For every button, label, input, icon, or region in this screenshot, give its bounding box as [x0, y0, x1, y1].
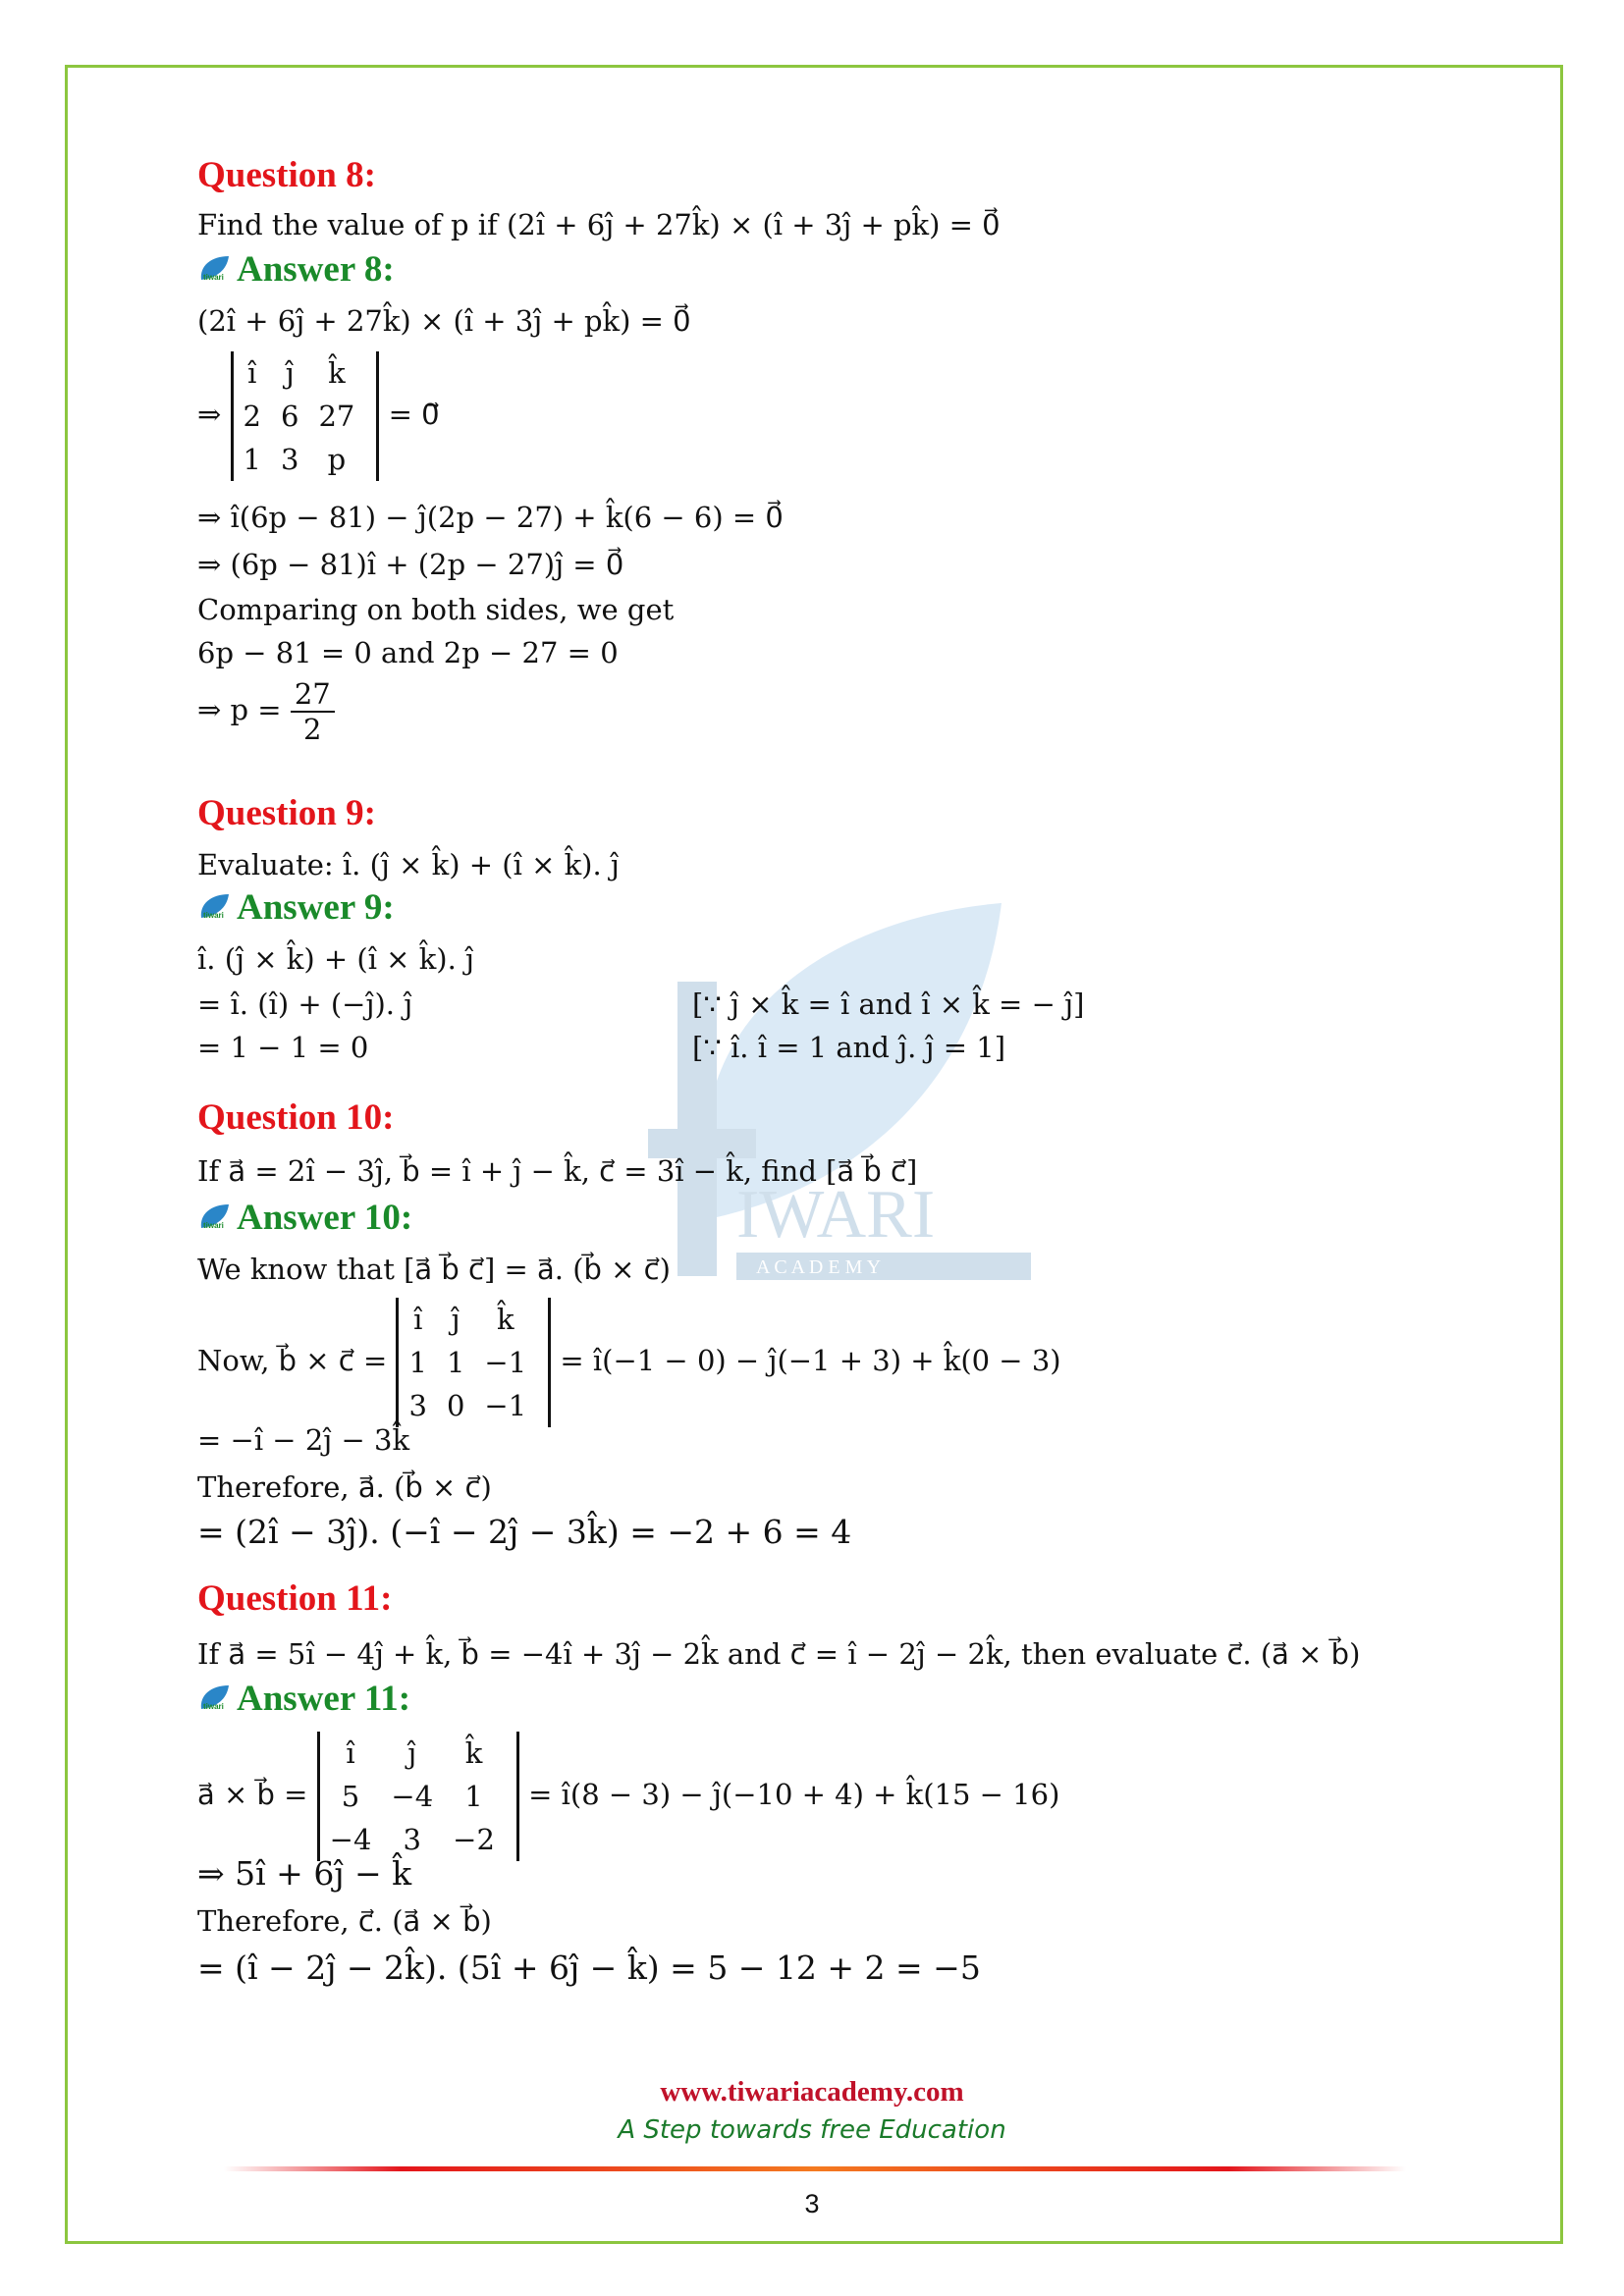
answer-11-title [197, 1679, 411, 1719]
question-11-text: If a⃗ = 5î − 4ĵ + k̂, b⃗ = −4î + 3ĵ − 2k̂ and c⃗ = î − 2ĵ − 2k̂, then evaluate c⃗. (a⃗ × b⃗) [197, 1637, 1361, 1671]
det-cell: 3 [408, 1389, 427, 1422]
det-cell: −2 [453, 1823, 495, 1856]
det-cell: −4 [391, 1780, 434, 1813]
leaf-icon [197, 1683, 231, 1713]
question-8-text: Find the value of p if (2î + 6ĵ + 27k̂) × (î + 3ĵ + pk̂) = 0⃗ [197, 208, 1001, 241]
fraction-denominator: 2 [303, 713, 322, 746]
leaf-icon [197, 254, 231, 284]
q10-det-prefix: Now, b⃗ × c⃗ = [197, 1344, 388, 1377]
q11-line1: ⇒ 5î + 6ĵ − k̂ [197, 1854, 412, 1893]
q8-line3: ⇒ (6p − 81)î + (2p − 27)ĵ = 0⃗ [197, 548, 624, 581]
det-cell: ĵ [285, 356, 295, 390]
question-10-title: Question 10: [197, 1097, 395, 1138]
q8-line2: ⇒ î(6p − 81) − ĵ(2p − 27) + k̂(6 − 6) = 0⃗ [197, 501, 784, 534]
q8-determinant-row [197, 351, 440, 481]
footer-tagline: A Step towards free Education [618, 2115, 1006, 2145]
q8-result [197, 677, 335, 746]
q8-det-suffix: = 0⃗ [388, 398, 440, 431]
det-cell: 0 [446, 1389, 465, 1422]
question-8-title: Question 8: [197, 155, 376, 195]
q10-line2: = −î − 2ĵ − 3k̂ [197, 1423, 410, 1457]
question-10-text: If a⃗ = 2î − 3ĵ, b⃗ = î + ĵ − k̂, c⃗ = 3î − k̂, find [a⃗ b⃗ c⃗] [197, 1154, 918, 1188]
det-cell: −1 [484, 1389, 527, 1422]
question-9-title: Question 9: [197, 793, 376, 833]
q10-line3: Therefore, a⃗. (b⃗ × c⃗) [197, 1470, 492, 1504]
answer-10-title [197, 1198, 413, 1238]
q8-line1: (2î + 6ĵ + 27k̂) × (î + 3ĵ + pk̂) = 0⃗ [197, 304, 691, 338]
watermark-text: IWARI [736, 1177, 936, 1253]
det-cell: 1 [446, 1346, 465, 1379]
leaf-icon [197, 892, 231, 922]
q11-det-prefix: a⃗ × b⃗ = [197, 1778, 308, 1811]
svg-text:tiwari: tiwari [203, 911, 224, 920]
det-cell: î [247, 356, 257, 390]
det-cell: p [327, 443, 347, 476]
det-cell: 5 [341, 1780, 360, 1813]
det-cell: 1 [464, 1780, 483, 1813]
det-cell: 27 [318, 400, 355, 433]
q9-line2: = î. (î) + (−ĵ). ĵ [197, 988, 413, 1021]
q8-line4: Comparing on both sides, we get [197, 593, 675, 626]
det-cell: −4 [329, 1823, 372, 1856]
q9-line3: = 1 − 1 = 0 [197, 1031, 369, 1064]
det-cell: 3 [280, 443, 299, 476]
det-cell: 6 [280, 400, 299, 433]
det-cell: −1 [484, 1346, 527, 1379]
leaf-icon [197, 1202, 231, 1232]
footer-divider [224, 2166, 1406, 2171]
det-cell: î [346, 1736, 355, 1770]
det-cell: 1 [243, 443, 261, 476]
footer-url[interactable]: www.tiwariacademy.com [660, 2076, 964, 2108]
det-cell: î [413, 1303, 423, 1336]
q9-reason3: [∵ î. î = 1 and ĵ. ĵ = 1] [692, 1031, 1006, 1064]
q11-det-suffix: = î(8 − 3) − ĵ(−10 + 4) + k̂(15 − 16) [528, 1778, 1060, 1811]
answer-11-label: Answer 11: [237, 1679, 411, 1719]
page-number: 3 [804, 2189, 820, 2218]
q9-reason2: [∵ ĵ × k̂ = î and î × k̂ = − ĵ] [692, 988, 1085, 1021]
question-11-title: Question 11: [197, 1578, 393, 1619]
q8-fraction [291, 677, 335, 746]
q9-line1: î. (ĵ × k̂) + (î × k̂). ĵ [197, 942, 475, 976]
det-cell: 2 [243, 400, 261, 433]
det-cell: 3 [403, 1823, 421, 1856]
answer-9-label: Answer 9: [237, 887, 395, 928]
q11-line3: = (î − 2ĵ − 2k̂). (5î + 6ĵ − k̂) = 5 − 12 + 2 = −5 [197, 1949, 981, 1987]
answer-10-label: Answer 10: [237, 1198, 413, 1238]
watermark-subtext: A C A D E M Y [756, 1256, 882, 1278]
answer-8-label: Answer 8: [237, 249, 395, 290]
q8-determinant [231, 351, 380, 481]
det-cell: k̂ [464, 1736, 483, 1770]
q10-line1: We know that [a⃗ b⃗ c⃗] = a⃗. (b⃗ × c⃗) [197, 1253, 671, 1286]
svg-text:tiwari: tiwari [203, 1702, 224, 1711]
q11-determinant-row [197, 1732, 1059, 1861]
det-cell: k̂ [328, 356, 346, 390]
fraction-numerator: 27 [291, 677, 335, 713]
q8-p-prefix: ⇒ p = [197, 693, 282, 726]
q11-line2: Therefore, c⃗. (a⃗ × b⃗) [197, 1904, 492, 1938]
answer-8-title [197, 249, 395, 290]
q11-determinant [317, 1732, 519, 1861]
q10-line4: = (2î − 3ĵ). (−î − 2ĵ − 3k̂) = −2 + 6 = 4 [197, 1513, 852, 1551]
q10-det-suffix: = î(−1 − 0) − ĵ(−1 + 3) + k̂(0 − 3) [560, 1344, 1061, 1377]
q10-determinant-row [197, 1298, 1061, 1427]
q10-determinant [396, 1298, 551, 1427]
q8-line5: 6p − 81 = 0 and 2p − 27 = 0 [197, 636, 619, 669]
answer-9-title [197, 887, 395, 928]
question-9-text: Evaluate: î. (ĵ × k̂) + (î × k̂). ĵ [197, 848, 620, 881]
svg-text:tiwari: tiwari [203, 273, 224, 282]
det-cell: ĵ [451, 1303, 460, 1336]
det-cell: 1 [408, 1346, 427, 1379]
det-cell: k̂ [496, 1303, 514, 1336]
det-cell: ĵ [407, 1736, 417, 1770]
svg-text:tiwari: tiwari [203, 1221, 224, 1230]
q8-det-prefix: ⇒ [197, 398, 222, 431]
